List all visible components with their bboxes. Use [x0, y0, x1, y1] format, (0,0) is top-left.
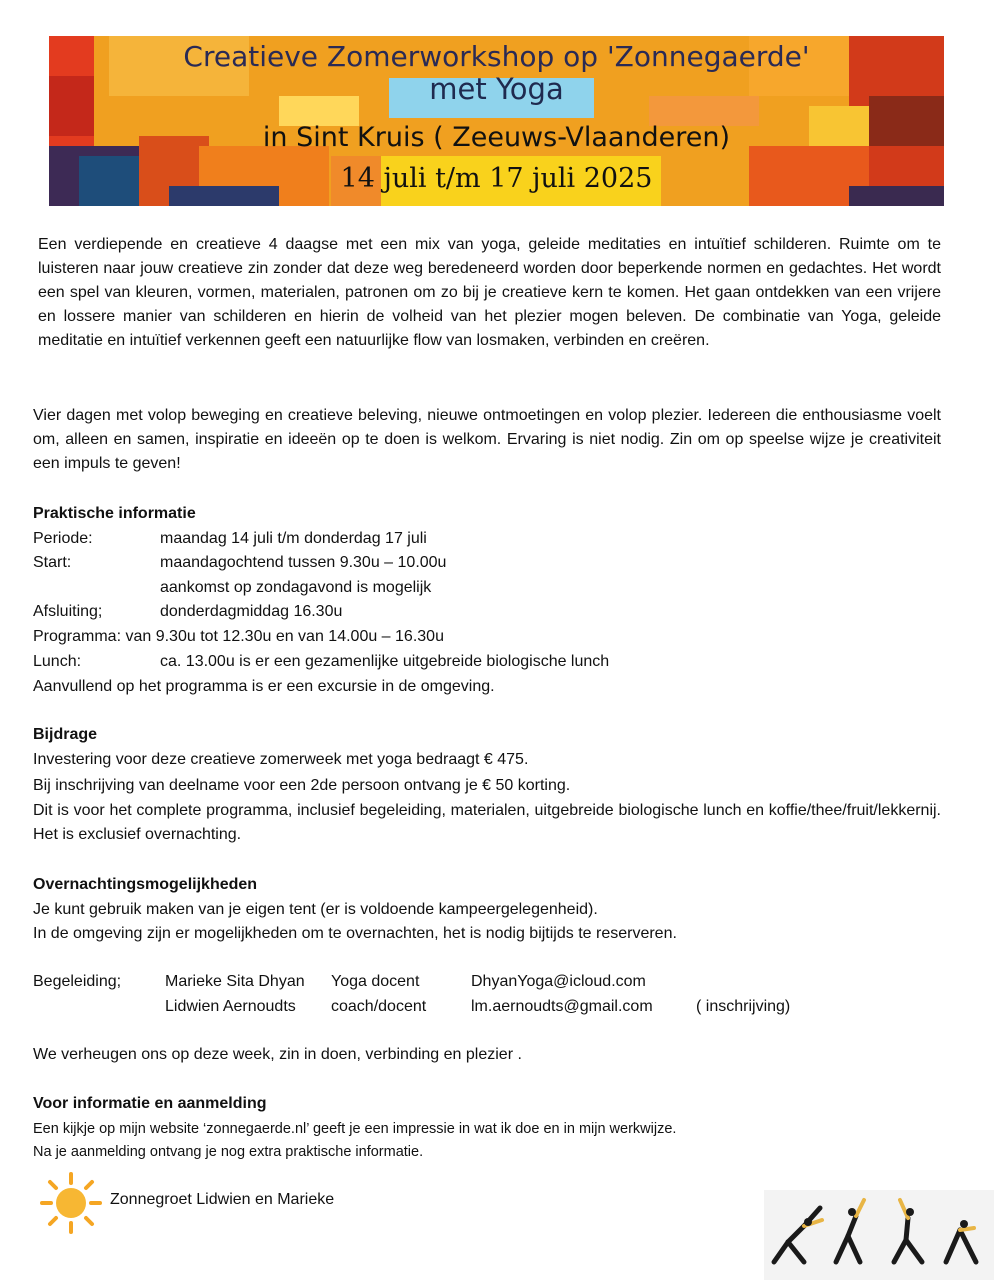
aanmelding-line-2: Na je aanmelding ontvang je nog extra praktische informatie.	[33, 1144, 424, 1160]
bijdrage-line-1: Investering voor deze creatieve zomerweek met yoga bedraagt € 475.	[33, 751, 529, 768]
start-value-note: aankomst op zondagavond is mogelijk	[160, 579, 432, 596]
banner-title: Creatieve Zomerworkshop op 'Zonnegaerde'	[183, 40, 810, 73]
sun-icon	[40, 1172, 102, 1234]
overnachting-line-1: Je kunt gebruik maken van je eigen tent (er is voldoende kampeergelegenheid).	[33, 901, 598, 918]
person2-role: coach/docent	[331, 998, 427, 1015]
lunch-label: Lunch:	[33, 653, 82, 670]
periode-label: Periode:	[33, 530, 93, 547]
banner-dates: 14 juli t/m 17 juli 2025	[340, 163, 653, 194]
banner-location: in Sint Kruis ( Zeeuws-Vlaanderen)	[262, 122, 731, 153]
lunch-value: ca. 13.00u is er een gezamenlijke uitgebreide biologische lunch	[160, 653, 610, 670]
overnachting-heading: Overnachtingsmogelijkheden	[33, 876, 258, 893]
person2-email[interactable]: lm.aernoudts@gmail.com	[471, 998, 653, 1015]
bijdrage-heading: Bijdrage	[33, 726, 98, 743]
person2-note: ( inschrijving)	[696, 998, 791, 1015]
person1-email[interactable]: DhyanYoga@icloud.com	[471, 973, 646, 990]
afsluiting-label: Afsluiting;	[33, 603, 103, 620]
programma-line: Programma: van 9.30u tot 12.30u en van 14.00u – 16.30u	[33, 628, 444, 645]
bijdrage-line-2: Bij inschrijving van deelname voor een 2de persoon ontvang je € 50 korting.	[33, 777, 571, 794]
person2-name: Lidwien Aernoudts	[165, 998, 296, 1015]
header-banner	[49, 36, 944, 206]
aanmelding-line-1: Een kijkje op mijn website ‘zonnegaerde.nl’ geeft je een impressie in wat ik doe en in mijn werkwijze.	[33, 1121, 677, 1137]
yoga-figures-illustration	[764, 1190, 994, 1280]
excursie-line: Aanvullend op het programma is er een excursie in de omgeving.	[33, 678, 495, 695]
begeleiding-label: Begeleiding;	[33, 973, 122, 990]
banner-subtitle: met Yoga	[429, 72, 564, 106]
aanmelding-heading: Voor informatie en aanmelding	[33, 1095, 267, 1112]
intro-paragraph-1: Een verdiepende en creatieve 4 daagse met een mix van yoga, geleide meditaties en intuïtief schilderen. Ruimte om te luisteren naar jouw creatieve zin zonder dat deze weg beredeneerd worden door beperkende normen en gedachtes. Het wordt een spel van kleuren, vormen, materialen, patronen om zo bij je creatieve kern te komen. Het gaan ontdekken van een vrijere en lossere manier van schilderen en hierin de volheid van het plezier mogen beleven. De combinatie van Yoga, geleide meditatie en intuïtief verkennen geeft een natuurlijke flow van losmaken, verbinden en creëren.	[38, 236, 941, 349]
periode-value: maandag 14 juli t/m donderdag 17 juli	[160, 530, 427, 547]
afsluiting-value: donderdagmiddag 16.30u	[160, 603, 343, 620]
person1-role: Yoga docent	[331, 973, 420, 990]
start-value: maandagochtend tussen 9.30u – 10.00u	[160, 554, 447, 571]
person1-name: Marieke Sita Dhyan	[165, 973, 305, 990]
intro-paragraph-2: Vier dagen met volop beweging en creatieve beleving, nieuwe ontmoetingen en volop plezier. Iedereen die enthousiasme voelt om, alleen en samen, inspiratie en ideeën op te doen is welkom. Ervaring is niet nodig. Zin om op speelse wijze je creativiteit een impuls te geven!	[33, 407, 941, 472]
closing-line: We verheugen ons op deze week, zin in doen, verbinding en plezier .	[33, 1046, 522, 1063]
start-label: Start:	[33, 554, 72, 571]
bijdrage-line-3: Dit is voor het complete programma, inclusief begeleiding, materialen, uitgebreide biologische lunch en koffie/thee/fruit/lekkernij. Het is exclusief overnachting.	[33, 802, 941, 843]
overnachting-line-2: In de omgeving zijn er mogelijkheden om te overnachten, het is nodig bijtijds te reserveren.	[33, 925, 677, 942]
signoff: Zonnegroet Lidwien en Marieke	[110, 1191, 335, 1208]
practical-heading: Praktische informatie	[33, 505, 196, 522]
